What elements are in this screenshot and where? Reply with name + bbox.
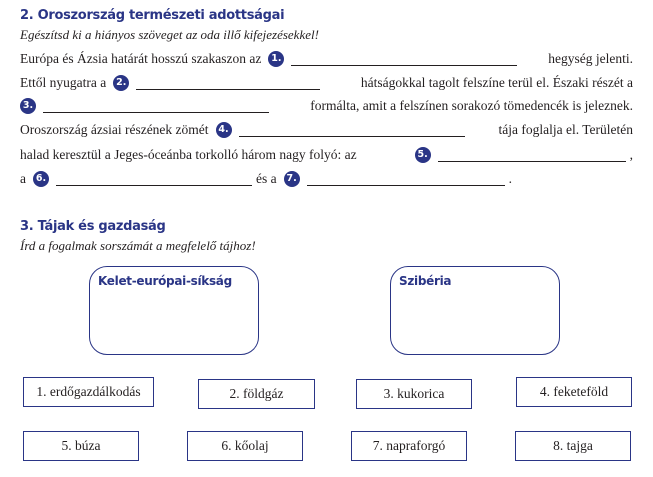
text-line-3 (20, 96, 633, 116)
blank-number-badge: 4. (216, 122, 232, 138)
text-segment: a (20, 171, 26, 186)
text-segment: formálta, amit a felszínen sorakozó tömedencék is jeleznek. (310, 98, 633, 113)
term-card-1[interactable]: 1. erdőgazdálkodás (23, 377, 154, 407)
blank-number-badge: 7. (284, 171, 300, 187)
term-card-2[interactable]: 2. földgáz (198, 379, 315, 409)
term-card-3[interactable]: 3. kukorica (356, 379, 472, 409)
text-segment: halad keresztül a Jeges-óceánba torkolló három nagy folyó: az (20, 147, 357, 162)
text-segment: tája foglalja el. Területén (498, 122, 633, 137)
answer-blank-3[interactable] (43, 100, 269, 113)
text-segment: Európa és Ázsia határát hosszú szakaszon az (20, 51, 262, 66)
term-card-8[interactable]: 8. tajga (515, 431, 631, 461)
blank-number-badge: 2. (113, 75, 129, 91)
region-title: Szibéria (399, 274, 452, 288)
answer-blank-4[interactable] (239, 124, 465, 137)
answer-blank-6[interactable] (56, 173, 252, 186)
section-2-title: 2. Oroszország természeti adottságai (20, 8, 285, 23)
section-3-title: 3. Tájak és gazdaság (20, 219, 166, 234)
text-segment: hegység jelenti. (548, 51, 633, 66)
text-segment: hátságokkal tagolt felszíne terül el. Északi részét a (360, 75, 633, 90)
answer-blank-7[interactable] (307, 173, 505, 186)
blank-number-badge: 1. (268, 51, 284, 67)
region-box-sziberia[interactable] (390, 266, 560, 355)
text-line-2 (20, 73, 633, 93)
text-line-5 (20, 145, 633, 165)
text-segment: , (629, 147, 633, 162)
term-card-6[interactable]: 6. kőolaj (187, 431, 303, 461)
term-card-5[interactable]: 5. búza (23, 431, 139, 461)
blank-number-badge: 6. (33, 171, 49, 187)
text-segment: és a (256, 171, 277, 186)
text-line-6 (20, 169, 633, 189)
answer-blank-2[interactable] (136, 77, 320, 90)
blank-number-badge: 3. (20, 98, 36, 114)
term-card-4[interactable]: 4. feketeföld (516, 377, 632, 407)
region-box-kelet-europai-siksag[interactable] (89, 266, 259, 355)
region-title: Kelet-európai-síkság (98, 274, 232, 288)
term-card-7[interactable]: 7. napraforgó (351, 431, 467, 461)
answer-blank-5[interactable] (438, 149, 626, 162)
text-line-1 (20, 49, 633, 69)
answer-blank-1[interactable] (291, 53, 517, 66)
section-2-instruction: Egészítsd ki a hiányos szöveget az oda illő kifejezésekkel! (20, 27, 319, 42)
section-3-instruction: Írd a fogalmak sorszámát a megfelelő tájhoz! (20, 238, 256, 253)
text-segment: Oroszország ázsiai részének zömét (20, 122, 209, 137)
text-segment: Ettől nyugatra a (20, 75, 107, 90)
text-line-4 (20, 120, 633, 140)
blank-number-badge: 5. (415, 147, 431, 163)
text-segment: . (508, 171, 512, 186)
